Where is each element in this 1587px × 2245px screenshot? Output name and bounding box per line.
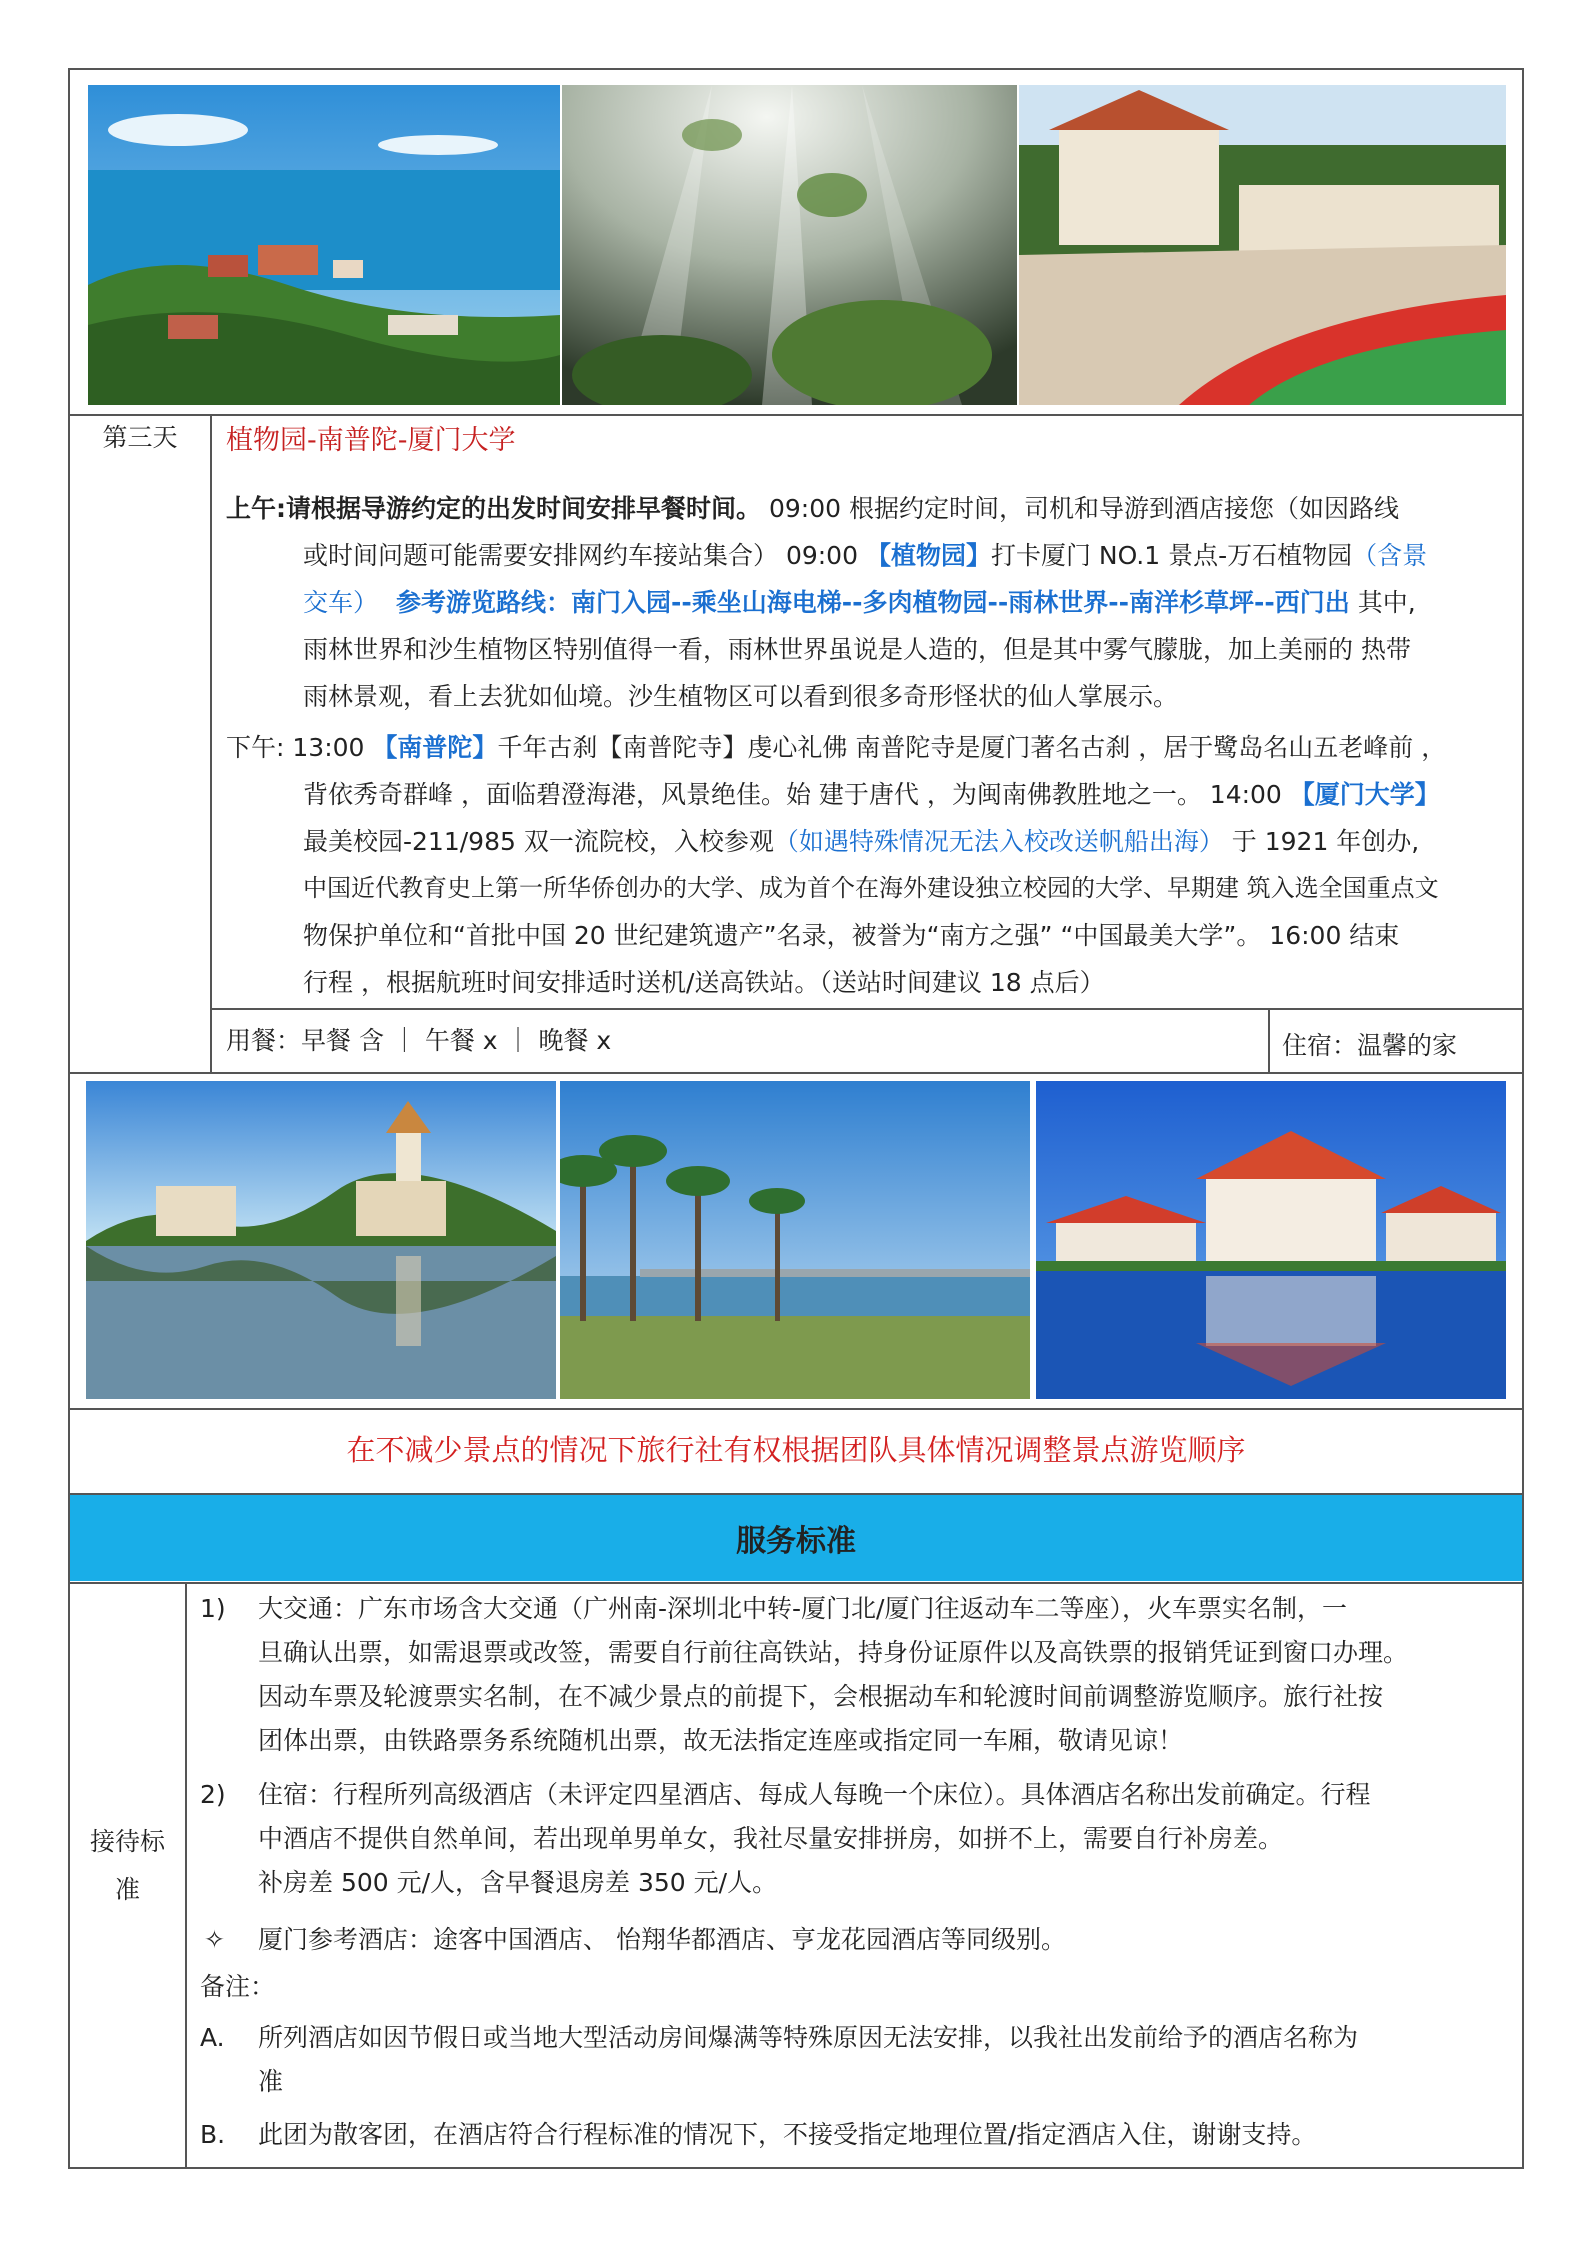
rainforest-mist-photo bbox=[562, 85, 1017, 405]
afternoon-label: 下午: bbox=[226, 733, 285, 762]
divider bbox=[212, 1008, 1524, 1010]
morning-line-3: 交车） 参考游览路线：南门入园--乘坐山海电梯--多肉植物园--雨林世界--南洋杉草坪--西门出 其中, bbox=[303, 588, 1416, 617]
morning-intro: 请根据导游约定的出发时间安排早餐时间。 bbox=[286, 494, 762, 523]
day-label: 第三天 bbox=[102, 423, 178, 452]
reference-route: 参考游览路线：南门入园--乘坐山海电梯--多肉植物园--雨林世界--南洋杉草坪--西门出 bbox=[396, 588, 1350, 617]
divider bbox=[68, 1408, 1524, 1410]
morning-line-5: 雨林景观，看上去犹如仙境。沙生植物区可以看到很多奇形怪状的仙人掌展示。 bbox=[303, 682, 1179, 711]
afternoon-line-5: 物保护单位和“首批中国 20 世纪建筑遗产”名录，被誉为“南方之强” “中国最美大学”。 16:00 结束 bbox=[303, 921, 1400, 950]
university-stadium-photo bbox=[1019, 85, 1506, 405]
island-coast-photo bbox=[88, 85, 560, 405]
morning-label: 上午: bbox=[226, 494, 286, 523]
remark-marker: A. bbox=[200, 2023, 225, 2052]
route-title: 植物园-南普陀-厦门大学 bbox=[226, 425, 516, 456]
divider bbox=[68, 414, 1524, 416]
spot-xiamen-university: 【厦门大学】 bbox=[1289, 780, 1440, 809]
hotel-reference: 厦门参考酒店：途客中国酒店、 怡翔华都酒店、亨龙花园酒店等同级别。 bbox=[258, 1925, 1066, 1954]
notice-text: 在不减少景点的情况下旅行社有权根据团队具体情况调整景点游览顺序 bbox=[346, 1433, 1246, 1467]
campus-lake-reflection-photo bbox=[1036, 1081, 1506, 1399]
service-standard-header: 服务标准 bbox=[70, 1495, 1522, 1581]
meals-info: 用餐：早餐 含 ｜ 午餐 x ｜ 晚餐 x bbox=[226, 1026, 612, 1055]
afternoon-line-4: 中国近代教育史上第一所华侨创办的大学、成为首个在海外建设独立校园的大学、早期建 筑入选全国重点文 bbox=[303, 874, 1439, 902]
palm-bridge-photo bbox=[560, 1081, 1030, 1399]
item-number: 1) bbox=[200, 1594, 226, 1623]
morning-line-1: 上午:请根据导游约定的出发时间安排早餐时间。 09:00 根据约定时间，司机和导游到酒店接您（如因路线 bbox=[226, 494, 1399, 523]
spot-nanputuo: 【南普陀】 bbox=[372, 733, 498, 762]
list-item: 大交通：广东市场含大交通（广州南-深圳北中转-厦门北/厦门往返动车二等座），火车票实名制，一 旦确认出票，如需退票或改签，需要自行前往高铁站，持身份证原件以及高铁票的报销凭证到窗口办理。 因动车票及轮渡票实名制，在不减少景点的前提下，会根据动车和轮渡时间前调整游览顺序。旅行社按 团体出票，由铁路票务系统随机出票，故无法指定连座或指定同一车厢，敬请见谅！ bbox=[258, 1594, 1409, 1755]
gulangyu-reflection-photo bbox=[86, 1081, 556, 1399]
item-number: 2) bbox=[200, 1780, 226, 1809]
remark-marker: B. bbox=[200, 2120, 226, 2149]
diamond-icon: ✧ bbox=[204, 1925, 225, 1954]
divider bbox=[185, 1582, 187, 2169]
afternoon-line-1: 下午: 13:00 【南普陀】千年古刹【南普陀寺】虔心礼佛 南普陀寺是厦门著名古刹 ，居于鹭岛名山五老峰前 ， bbox=[226, 733, 1447, 762]
afternoon-line-2: 背依秀奇群峰 ，面临碧澄海港，风景绝佳。始 建于唐代 ，为闽南佛教胜地之一。 14:00 【厦门大学】 bbox=[303, 780, 1440, 809]
remarks-label: 备注： bbox=[200, 1972, 276, 2001]
morning-line-2: 或时间问题可能需要安排网约车接站集合） 09:00 【植物园】打卡厦门 NO.1 景点-万石植物园（含景 bbox=[303, 541, 1428, 570]
afternoon-line-6: 行程 ，根据航班时间安排适时送机/送高铁站。（送站时间建议 18 点后） bbox=[303, 968, 1105, 997]
section-label: 接待标 准 bbox=[89, 1827, 165, 1904]
remark-item: 此团为散客团，在酒店符合行程标准的情况下，不接受指定地理位置/指定酒店入住，谢谢支持。 bbox=[258, 2120, 1317, 2149]
divider bbox=[68, 1582, 1524, 1584]
afternoon-line-3: 最美校园-211/985 双一流院校，入校参观（如遇特殊情况无法入校改送帆船出海） 于 1921 年创办, bbox=[303, 827, 1420, 856]
divider bbox=[210, 414, 212, 1072]
remark-item: 所列酒店如因节假日或当地大型活动房间爆满等特殊原因无法安排，以我社出发前给予的酒店名称为 准 bbox=[258, 2023, 1359, 2096]
morning-line-4: 雨林世界和沙生植物区特别值得一看，雨林世界虽说是人造的，但是其中雾气朦胧，加上美丽的 热带 bbox=[303, 635, 1411, 664]
list-item: 住宿：行程所列高级酒店（未评定四星酒店、每成人每晚一个床位）。具体酒店名称出发前确定。行程 中酒店不提供自然单间，若出现单男单女，我社尽量安排拼房，如拼不上，需要自行补房差。 补房差 500 元/人，含早餐退房差 350 元/人。 bbox=[258, 1780, 1371, 1897]
spot-botanical-garden: 【植物园】 bbox=[865, 541, 991, 570]
hotel-info: 住宿：温馨的家 bbox=[1282, 1031, 1458, 1060]
divider bbox=[1268, 1008, 1270, 1072]
divider bbox=[68, 1072, 1524, 1074]
